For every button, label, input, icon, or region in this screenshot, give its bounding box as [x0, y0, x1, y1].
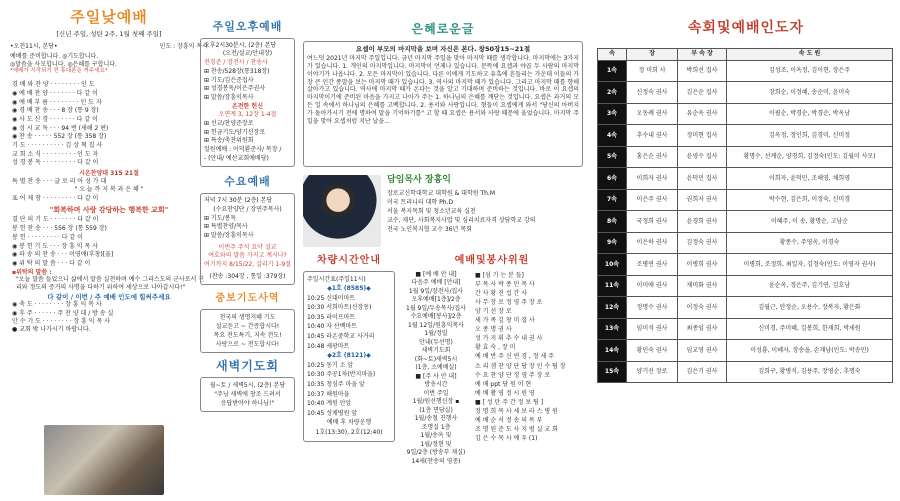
order-item: ◉ 예 배 부 름 · · · · · · · · 인 도 자 [12, 98, 102, 106]
table-cell: 임교영 권사 [678, 340, 727, 362]
order-item: 기 도 · · · · · · · · · · 김 상 혁 집 사 [12, 142, 103, 150]
vehicle-title: 차량시간안내 [317, 255, 381, 266]
servant-line: 새 가 족 김 창 미 집 사 [475, 317, 535, 325]
role-item: ◉ 축 도 · · · · · · · · 장 흥 익 목 사 [12, 301, 102, 309]
service-line: ⊞ 선교/찬양준장로 [204, 119, 254, 127]
order-item: ◉ 사 도 신 경 · · · · · · · 다 같 이 [12, 116, 98, 123]
message-column [303, 0, 583, 501]
table-row [598, 318, 893, 340]
prayer-line: 사랑으로 ~ 전도합시다! [215, 340, 280, 348]
service-time: •오전11시, 본당• [10, 42, 58, 50]
dawn-prayer-title: 새벽기도회 [216, 358, 279, 373]
choir-title: 시온찬양대 315 21절 [79, 170, 139, 178]
order-item: ◉ 찬 송 · · · · · 552 장 (통 358 장) [12, 133, 107, 141]
vehicle-line: 10:30 서희마트(신장동) [307, 304, 372, 312]
service-line: ⊞ 말씀/장흥익목사 [204, 231, 254, 239]
vehicle-line: 10:30 주공1차(반지마을) [307, 371, 376, 379]
guide-line: (화~토)새벽5시 [414, 355, 458, 363]
servant-line: ■ [ 성 탄 주 간 정 보 팀 ] [475, 399, 544, 407]
sermon-series: 이번주 주석 요약 설교 [218, 243, 277, 251]
vehicle-line: 10:35 라이프마트 [307, 313, 356, 321]
table-cell: 권희자 권사 [678, 189, 727, 211]
table-cell: 오동례 권사 [627, 103, 678, 125]
dawn-prayer-box [200, 377, 295, 412]
table-cell: 9속 [598, 232, 627, 254]
table-row [598, 189, 893, 211]
table-row [598, 103, 893, 125]
table-cell: 5속 [598, 146, 627, 168]
service-line: ⊞ 헌금기도/양기선장로 [204, 128, 266, 136]
order-item: ◉ 성 시 교 독 · · · 94 번 (새해 2 편) [12, 124, 109, 132]
servant-line: 성 가 지 휘 추 수 내 권 사 [475, 335, 543, 343]
table-cell: 7속 [598, 189, 627, 211]
table-row [598, 211, 893, 233]
guide-line: 14세(찬송의 영중) [411, 457, 461, 465]
vehicle-line: 10:48 세광마트 [307, 342, 350, 350]
servant-line: 예 배 ppt 당 원 이 현 [475, 380, 532, 388]
order-item: ◉ 파 송 의 찬 송 · · · 이영애(후창)[울] [12, 251, 114, 259]
column-header: 속 도 원 [727, 48, 893, 60]
table-cell: 김옥정, 정인희, 김경미, 신미정 [727, 125, 893, 147]
prayer-line: 목요 전도특기, 지속 전도! [213, 331, 282, 339]
guide-line: 수요예배[봉사]/2층 [410, 313, 462, 321]
table-cell: 김월근, 안정순, 오용수, 장복자, 황은화 [727, 297, 893, 319]
prayer-line: "주님 새벽에 창조 드려서 [214, 390, 281, 398]
order-item: 결 단 의 기 도 · · · · · · · 다 같 이 [12, 216, 99, 224]
vehicle-line: 10:45 성채병원 앞 [307, 409, 358, 417]
guide-line: 1월/원선행신장 ▪ [412, 398, 460, 406]
order-item: ◉ 봉 헌 기 도 · · · 장 흥 익 목 사 [12, 242, 99, 250]
order-item: ◉ 예 배 찬 양 · · · · · · · 다 같 이 [12, 89, 98, 97]
table-cell: 김성조, 이옥정, 김이현, 장은주 [727, 60, 893, 82]
service-line: ⊞ 기도/김은준집사 [204, 76, 254, 84]
worship-order-column [4, 0, 214, 501]
table-cell: 이희자 권사 [627, 168, 678, 190]
table-cell: 13속 [598, 318, 627, 340]
sermon-label: ▪위탁의 말씀 : [12, 268, 52, 276]
guide-line: (1층 면담실) [419, 406, 453, 414]
table-cell: 4속 [598, 125, 627, 147]
afternoon-service-title: 주일오후예배 [212, 20, 283, 33]
sub-heading: 다 같이 / 이번 / 주 예배 인도에 힘써주세요 [47, 293, 171, 302]
order-item: ◉ 위 탁 의 말 씀 · · · 다 같 이 [12, 259, 91, 267]
table-cell: 11속 [598, 275, 627, 297]
article-text: 여느덧 2021년 마지막 주일입니다. 금년 마지막 주일을 맞아 마지막 때를 생각합니다. 마지막에는 3가지가 있습니다. 1. 개인의 마지막입니다. 마지막이 언제나 있습니다. 문뜩에 요셉과 야곱 두 사람의 마지막이야기가 나옵니다. 2. 모든 마지막이 있습니다. 다른 이에게 기도하고 유혹에 흔들리는 가운데 이들의 가장 큰 인간 종말을 보는 마지막 때가 있습니다. 3. 역사의 마지막 때가 있습니다. 그리고 마지막 때를 향해 살아가고 있습니다. 역사에 마지막 때가 온다는 것을 알고 기대하며 준비하는 것입니다. 바로 이 요셉의 마지막이기에 준비된 마음을 가지고 나아가 주는 1. 하나님의 은혜를 깨닫는 것입니다. 요셉은 과거의 모든 일 속에서 하나님의 은혜를 고백합니다. 2. 용서와 사랑입니다. 형들이 요셉에게 와서 "당신의 아버지가 돌아가시기 전에 명하여 말을 기억하기를" 고 할 때 요셉은 용서와 사랑 때문에 울었습니다. 마지막 주일을 맞아 요셉처럼 지난 날을... [307, 55, 579, 125]
guide-line: ■ [예 배 안 내] [415, 270, 457, 278]
table-cell: 3속 [598, 103, 627, 125]
table-cell: 황인숙 권사 [627, 340, 678, 362]
choir-line: 표 어 제 창 · · · · · · · · · 다 같 이 [12, 195, 99, 202]
pastor-photo [303, 175, 381, 247]
table-cell: 김은순 집사 [678, 82, 727, 104]
servant-line: 예 배 촬 영 정 시 원 영 [475, 389, 535, 397]
wednesday-service-box [200, 193, 295, 285]
prayer-line: 설교듣고 ~ 간증합시다! [215, 322, 280, 330]
table-cell: 이병희, 조정희, 최일자, 김정숙(인도: 이영자 권사) [727, 254, 893, 276]
guide-line: 1월 9일/두송목사/집사 [406, 304, 466, 312]
pastor-name: 담임목사 장흥익 [387, 175, 451, 185]
table-cell: 이정숙 권사 [678, 297, 727, 319]
table-cell: 10속 [598, 254, 627, 276]
theme-title: 온전한 헌신 [231, 102, 264, 110]
hymn-numbers: (찬송 :304장 , 통일 :379장) [209, 272, 286, 280]
table-cell: 1속 [598, 60, 627, 82]
table-row [598, 297, 893, 319]
table-cell: 이혜주, 이 송, 황명순, 고남순 [727, 211, 893, 233]
service-line: ⊞ 특별찬양/목사 [204, 223, 248, 231]
service-line: ⊞ 말씀/장흥익목사 [204, 93, 254, 101]
intercession-title: 중보기도사역 [215, 293, 280, 305]
congregation-photo [44, 425, 164, 495]
article-box [303, 41, 583, 167]
table-cell: 윤경희 권사 [678, 211, 727, 233]
service-line: 전경준 / 장전사 / 찬송사 [204, 59, 268, 67]
vehicle-line: ◆2호 (8121)◆ [327, 352, 371, 360]
prep-note: ◎말씀을 사모합니다. ◎은혜를 구합니다. [10, 60, 117, 68]
table-row [598, 168, 893, 190]
table-row [598, 125, 893, 147]
servant-line: 김 은 수 목 사 예 우 (1) [475, 435, 538, 443]
guide-line: 오후예배[1층]/2층 [411, 296, 461, 304]
table-cell: 이병희 권사 [678, 254, 727, 276]
vehicle-line: 10:37 해원마을 [307, 390, 350, 398]
service-team-title: 예배및봉사위원 [454, 255, 530, 266]
table-cell: 박희선 집사 [678, 60, 727, 82]
service-line: (수요찬양단 / 장연주목사) [213, 205, 282, 213]
table-cell: 박수현, 김은희, 이정숙, 신미경 [727, 189, 893, 211]
table-cell: 6속 [598, 168, 627, 190]
guide-line: 1월/정현 및 [420, 440, 452, 448]
table-cell: 임미석 권사 [627, 318, 678, 340]
guide-line: 1월/송철 진행사 [414, 415, 458, 423]
servant-line: 양 기 선 장 로 [475, 307, 512, 315]
table-cell: 홍은순 권사 [627, 146, 678, 168]
guide-line: 안내(두선명) [419, 338, 453, 346]
service-line: ⊞ 성경봉독/이은주권사 [204, 85, 266, 93]
guide-line: ■ [주 사 안 내] [415, 372, 457, 380]
servant-line: 황 효 숙 , 장 미 [475, 344, 516, 352]
prayer-line: 월~토 / 새벽5시, (2층) 본당 [209, 381, 286, 389]
church-motto: "회복하며 사랑 감당하는 행복한 교회" [49, 205, 169, 214]
pastor-bio-line: 전국 노인복지협 교수 36년 목회 [387, 226, 472, 234]
service-line: 오후2시30분시, (2층) 본당 [204, 41, 277, 49]
sermon-text: "오늘 말씀 들었으니 삶에서 말씀 실천하며 예수 그리스도의 군사로서 진리와 정도의 증거의 사명을 다하기 위하여 세상으로 나아갑시다!" [16, 276, 205, 291]
order-item: 봉 헌 · · · · · · · · · 다 같 이 [12, 233, 83, 241]
table-row [598, 60, 893, 82]
service-line: ⊞ 기도/봉독 [204, 214, 237, 222]
vehicle-line: 10:40 계원 안앞 [307, 400, 352, 408]
servant-line: 수 요 찬 양 단 정 영 주 장 로 [475, 371, 551, 379]
service-line: 저녁 7시 30분 (2층) 본당 [204, 197, 273, 205]
table-cell: 이미애 권사 [627, 275, 678, 297]
vehicle-line: 10:25 신대미마트 [307, 294, 356, 302]
table-cell: 장희순, 이정혜, 송순미, 윤미숙 [727, 82, 893, 104]
table-cell: 정 미희 사 [627, 60, 678, 82]
table-row [598, 232, 893, 254]
table-cell: 12속 [598, 297, 627, 319]
service-line: 일원예배 : 이덕환준사/ 목장 / [204, 146, 282, 153]
service-line: ⊞ 특송/축찬위원회 [204, 137, 254, 145]
pastor-card [303, 175, 583, 247]
role-item: 안 수 기 도 · · · · · · · · 장 흥 익 목 사 [12, 317, 110, 325]
column-header: 장 [627, 48, 678, 60]
vehicle-line: 10:25 동기 소 앞 [307, 361, 354, 369]
table-cell: 8속 [598, 211, 627, 233]
sermon-series: 여호와의 말씀 가지고 계시나? [208, 252, 287, 260]
order-item: 성 경 봉 독 · · · · · · · · · 다 같 이 [12, 159, 99, 167]
servant-line: ■ [섬 기 는 분 들] [475, 271, 524, 279]
prep-notes [4, 53, 214, 75]
table-cell: 윤덕민 집사 [678, 168, 727, 190]
servant-line: 예 배 순 서 정 송 의 목 부 [475, 417, 543, 425]
order-item: 경 배 와 찬 양 · · · · · · · · 인 도 [12, 81, 95, 89]
table-cell: 황명수, 선계순, 양경희, 김정숙(인도: 김월미 사모) [727, 146, 893, 168]
worship-order-list [4, 81, 214, 168]
vehicle-line: 주일시간표(주일11시) [307, 275, 366, 283]
servant-line: 간 사 황 진 섭 간 사 [475, 289, 528, 297]
table-row [598, 146, 893, 168]
pastor-bio-line: 장로교신학대학교 대학원 & 대학원 Th.M [387, 190, 496, 198]
table-cell: 김은기 권사 [678, 361, 727, 383]
table-cell: 최종임 권사 [678, 318, 727, 340]
prayer-line: 응답받아야 하나님!" [220, 399, 275, 407]
vehicle-line: ◆1호 (8585)◆ [327, 285, 371, 293]
article-title: 요셉이 부모의 마지막을 보며 자신은 본다. 창50장15~21절 [355, 45, 531, 53]
table-cell: 2속 [598, 82, 627, 104]
order-item: 교 회 소 식 · · · · · · · · · 인 도 자 [12, 150, 99, 158]
cell-groups-column [597, 0, 895, 501]
servant-line: 사 무 장 로 정 영 주 장 로 [475, 298, 543, 306]
pastor-bio-line: 서울 복지목회 및 청소년교육 실천 [387, 208, 476, 216]
table-cell: 유순옥 권사 [678, 103, 727, 125]
table-cell: 국정희 권사 [627, 211, 678, 233]
role-item: ◉ 후 주 · · · · · · 주 찬 양 대 / 방 송 실 [12, 309, 114, 317]
table-row [598, 82, 893, 104]
servant-line: 부 목 사 박 종 민 목 사 [475, 280, 535, 288]
table-cell: 김정숙 권사 [678, 232, 727, 254]
cell-groups-title: 속회및예배인도자 [687, 20, 805, 36]
table-cell: 정명수 권사 [627, 297, 678, 319]
service-line: - (안내/ 예산교회예배당) [204, 154, 269, 162]
theme-ref: 오면계 3, 12장 1-4절 [218, 111, 277, 119]
table-cell: 신미경, 주미혜, 김봉희, 한재희, 박세원 [727, 318, 893, 340]
servant-line: 소 리 샘 찬 양 단 당 장 인 수 팀 장 [475, 362, 566, 370]
afternoon-service-box [200, 38, 295, 168]
vehicle-schedule [303, 271, 395, 442]
prayer-line: 천국의 생명지혜 기도 [219, 313, 276, 321]
intercession-box [200, 309, 295, 353]
table-cell: 이은주 권사 [627, 189, 678, 211]
table-row [598, 340, 893, 362]
prep-note: *예배가 시작되기 전 휴대폰을 꺼주세요* [10, 68, 108, 75]
vehicle-line: 예배 후 차량운행 [326, 419, 372, 427]
choir-line: 특 별 찬 송 · · · 글 로 리 아 성 가 대 [12, 177, 107, 185]
table-cell: 김희구, 황병석, 김용주, 장영순, 추명숙 [727, 361, 893, 383]
cell-groups-table [597, 48, 893, 384]
choir-line: " 오 늘 까 지 복 과 은 혜 " [74, 186, 144, 194]
service-line: ⊞ 찬송/528장(통318장) [204, 67, 270, 75]
table-row [598, 275, 893, 297]
guide-line: 다음주 예배 [안내] [411, 279, 461, 287]
vehicle-line: 10:45 라온중학교 사거리 [307, 333, 375, 341]
table-cell: 윤영수 집사 [678, 146, 727, 168]
guide-line: (1층, 소예배실) [415, 364, 457, 372]
guide-line: 1월 9일/장전사/집사 [408, 287, 464, 295]
message-title: 은혜로운글 [411, 22, 475, 36]
table-cell: 15속 [598, 361, 627, 383]
table-cell: 제미화 권사 [678, 275, 727, 297]
column-header: 부 속 장 [678, 48, 727, 60]
servant-line: 예 배 반 주 신 연 경 , 정 세 주 [475, 353, 554, 361]
vehicle-line: 10:40 자 산백마트 [307, 323, 358, 331]
wednesday-service-title: 수요예배 [224, 175, 271, 189]
table-cell: 이은하 권사 [627, 232, 678, 254]
table-cell: 조병연 권사 [627, 254, 678, 276]
servant-line: 조 명 원 준 도 사 지 범 실 교 회 [475, 426, 558, 434]
role-item: ● 교회 밖 나가시기 바랍니다. [12, 326, 91, 334]
servants-list [475, 271, 583, 467]
table-cell: 신정숙 권사 [627, 82, 678, 104]
vehicle-line: 10:35 청심주 마을 앞 [307, 381, 365, 389]
services-column [200, 0, 295, 501]
service-leader: 인도 : 장흥익 목사 [159, 42, 208, 50]
guide-line: 이번 주일 [423, 389, 449, 397]
sermon-series: 여기까지 8/15/22, 살리기 1-9절 [204, 260, 291, 268]
prep-note: 예배를 준비합니다. ◎기도합니다. [10, 53, 99, 61]
guide-line: 9일/2층 (방송부 재실) [406, 449, 466, 457]
table-cell: 추수내 권사 [627, 125, 678, 147]
vehicle-line: 1호(13:30), 2호(12:40) [315, 429, 383, 436]
table-cell: 이성룡, 이혜자, 장송을, 손재남(인도: 박송민) [727, 340, 893, 362]
table-cell: 14속 [598, 340, 627, 362]
page-title: 주일낮예배 [70, 8, 148, 26]
table-cell: 이희자, 윤덕민, 조해영, 채희영 [727, 168, 893, 190]
guide-line: 조명실 1층 [421, 423, 451, 431]
table-cell: 양기선 장로 [627, 361, 678, 383]
table-row [598, 254, 893, 276]
service-line: (오전/설교/안내장) [222, 50, 273, 58]
servant-line: 오 종 명 권 사 [475, 326, 512, 334]
guide-line: 1월/정밀 [424, 330, 448, 338]
service-guide [401, 271, 471, 467]
table-cell: 정미현 집사 [678, 125, 727, 147]
table-row [598, 361, 893, 383]
guide-line: 1월 12일/원흥익목사 [408, 321, 464, 329]
guide-line: 1월/송옥 및 [420, 432, 452, 440]
guide-line: 방송시간 [424, 381, 448, 389]
order-item: 봉 헌 찬 송 · · · 556 장 (통 559 장) [12, 225, 107, 233]
servant-line: 정 명 희 목 사 세 보 라 스 병 원 [475, 408, 558, 416]
table-cell: 황종수, 주영옥, 이경숙 [727, 232, 893, 254]
pastor-bio-line: 미국 트리니티 대학 Ph.D [387, 199, 454, 207]
column-header: 속 [598, 48, 627, 60]
service-subtitle: [신년 주일, 성탄 2주, 1월 첫째 주일] [56, 29, 162, 38]
table-cell: 윤순옥, 정은주, 김기연, 김호남 [727, 275, 893, 297]
guide-line: 새벽기도회 [421, 347, 451, 355]
pastor-bio-line: 교수, 재단, 사회복지사업 및 심리치료자격 상담학교 강의 [387, 217, 536, 225]
table-cell: 이필순, 박경순, 박경순, 박옥남 [727, 103, 893, 125]
order-item: ◉ 경 배 찬 송 · · · 8 장 (통 9 장) [12, 107, 99, 115]
